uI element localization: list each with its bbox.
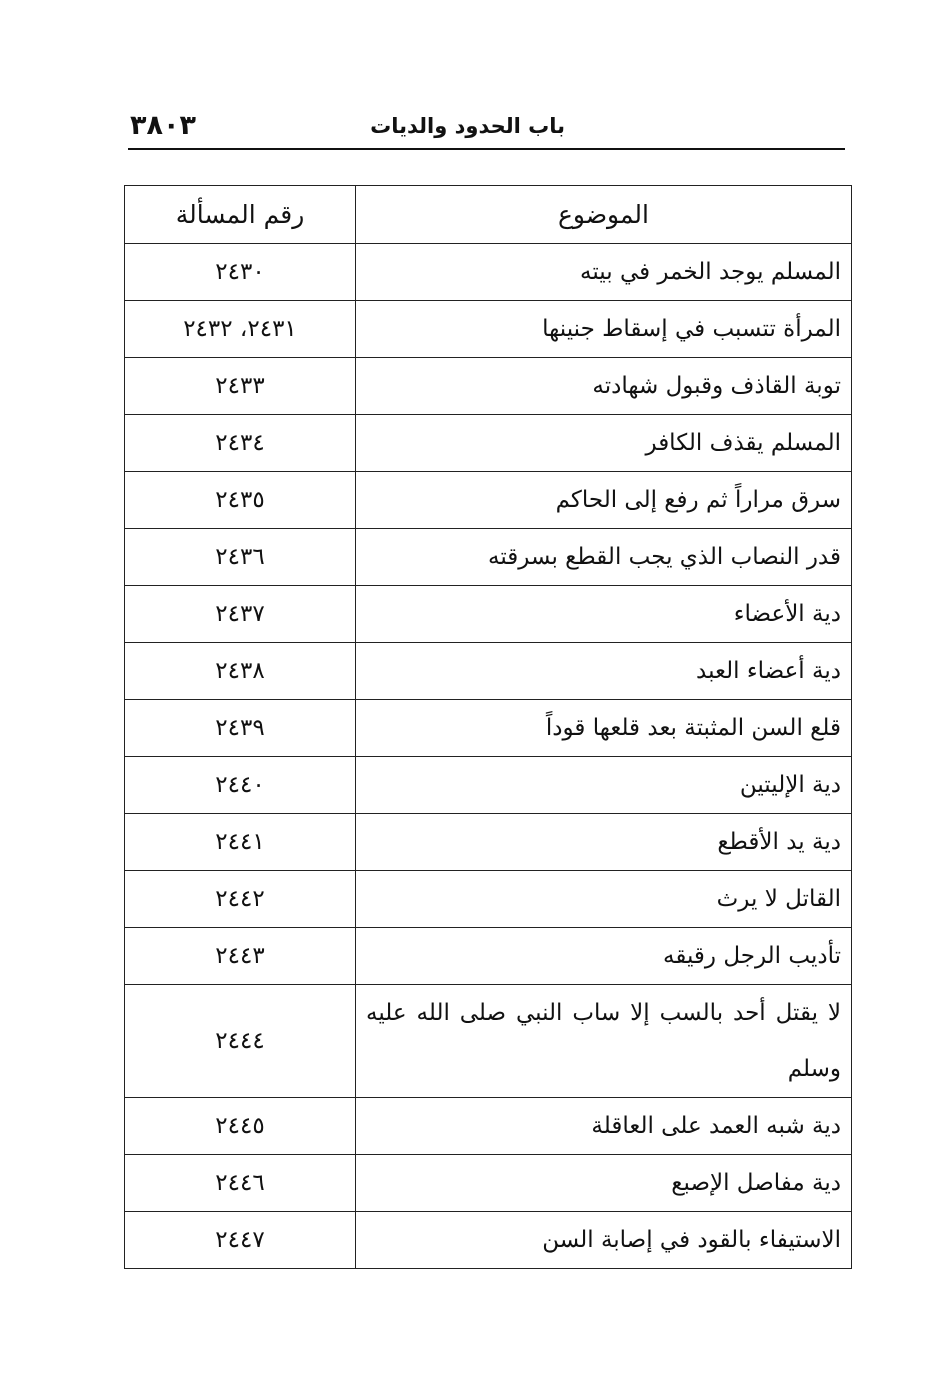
topic-cell: لا يقتل أحد بالسب إلا ساب النبي صلى الله عليه وسلم <box>356 985 852 1098</box>
table-row <box>125 586 852 643</box>
topic-cell: دية شبه العمد على العاقلة <box>356 1098 852 1155</box>
table-row <box>125 1098 852 1155</box>
table-header-row <box>125 186 852 244</box>
topic-cell: دية الأعضاء <box>356 586 852 643</box>
number-cell: ٢٤٣٤ <box>125 415 356 472</box>
number-cell: ٢٤٣٥ <box>125 472 356 529</box>
column-header-topic: الموضوع <box>356 186 852 244</box>
number-cell: ٢٤٤٦ <box>125 1155 356 1212</box>
page-header <box>128 108 845 150</box>
number-cell: ٢٤٤٣ <box>125 928 356 985</box>
number-cell: ٢٤٣١، ٢٤٣٢ <box>125 301 356 358</box>
number-cell: ٢٤٤٤ <box>125 985 356 1098</box>
number-cell: ٢٤٣٦ <box>125 529 356 586</box>
table-row <box>125 358 852 415</box>
topic-cell: سرق مراراً ثم رفع إلى الحاكم <box>356 472 852 529</box>
number-cell: ٢٤٤٠ <box>125 757 356 814</box>
topic-cell: توبة القاذف وقبول شهادته <box>356 358 852 415</box>
table-row <box>125 244 852 301</box>
table-row <box>125 757 852 814</box>
number-cell: ٢٤٤٥ <box>125 1098 356 1155</box>
number-cell: ٢٤٣٣ <box>125 358 356 415</box>
topic-cell: الاستيفاء بالقود في إصابة السن <box>356 1212 852 1269</box>
table-row <box>125 985 852 1098</box>
number-cell: ٢٤٤٧ <box>125 1212 356 1269</box>
topic-cell: المرأة تتسبب في إسقاط جنينها <box>356 301 852 358</box>
table-row <box>125 415 852 472</box>
topic-cell: دية الإليتين <box>356 757 852 814</box>
page-number: ٣٨٠٣ <box>130 110 196 141</box>
topic-cell: دية يد الأقطع <box>356 814 852 871</box>
table-row <box>125 1155 852 1212</box>
table-row <box>125 928 852 985</box>
topic-cell: تأديب الرجل رقيقه <box>356 928 852 985</box>
number-cell: ٢٤٤٢ <box>125 871 356 928</box>
number-cell: ٢٤٣٠ <box>125 244 356 301</box>
number-cell: ٢٤٣٩ <box>125 700 356 757</box>
table-row <box>125 472 852 529</box>
topic-cell: القاتل لا يرث <box>356 871 852 928</box>
topic-cell: المسلم يوجد الخمر في بيته <box>356 244 852 301</box>
index-table <box>124 185 852 1269</box>
table-row <box>125 301 852 358</box>
table-row <box>125 814 852 871</box>
number-cell: ٢٤٤١ <box>125 814 356 871</box>
table-row <box>125 643 852 700</box>
topic-cell: دية أعضاء العبد <box>356 643 852 700</box>
section-title: باب الحدود والديات <box>370 114 565 138</box>
table-row <box>125 700 852 757</box>
table-row <box>125 1212 852 1269</box>
number-cell: ٢٤٣٨ <box>125 643 356 700</box>
topic-cell: قلع السن المثبتة بعد قلعها قوداً <box>356 700 852 757</box>
topic-cell: قدر النصاب الذي يجب القطع بسرقته <box>356 529 852 586</box>
topic-cell: المسلم يقذف الكافر <box>356 415 852 472</box>
column-header-number: رقم المسألة <box>125 186 356 244</box>
number-cell: ٢٤٣٧ <box>125 586 356 643</box>
table-row <box>125 871 852 928</box>
table-row <box>125 529 852 586</box>
topic-cell: دية مفاصل الإصبع <box>356 1155 852 1212</box>
